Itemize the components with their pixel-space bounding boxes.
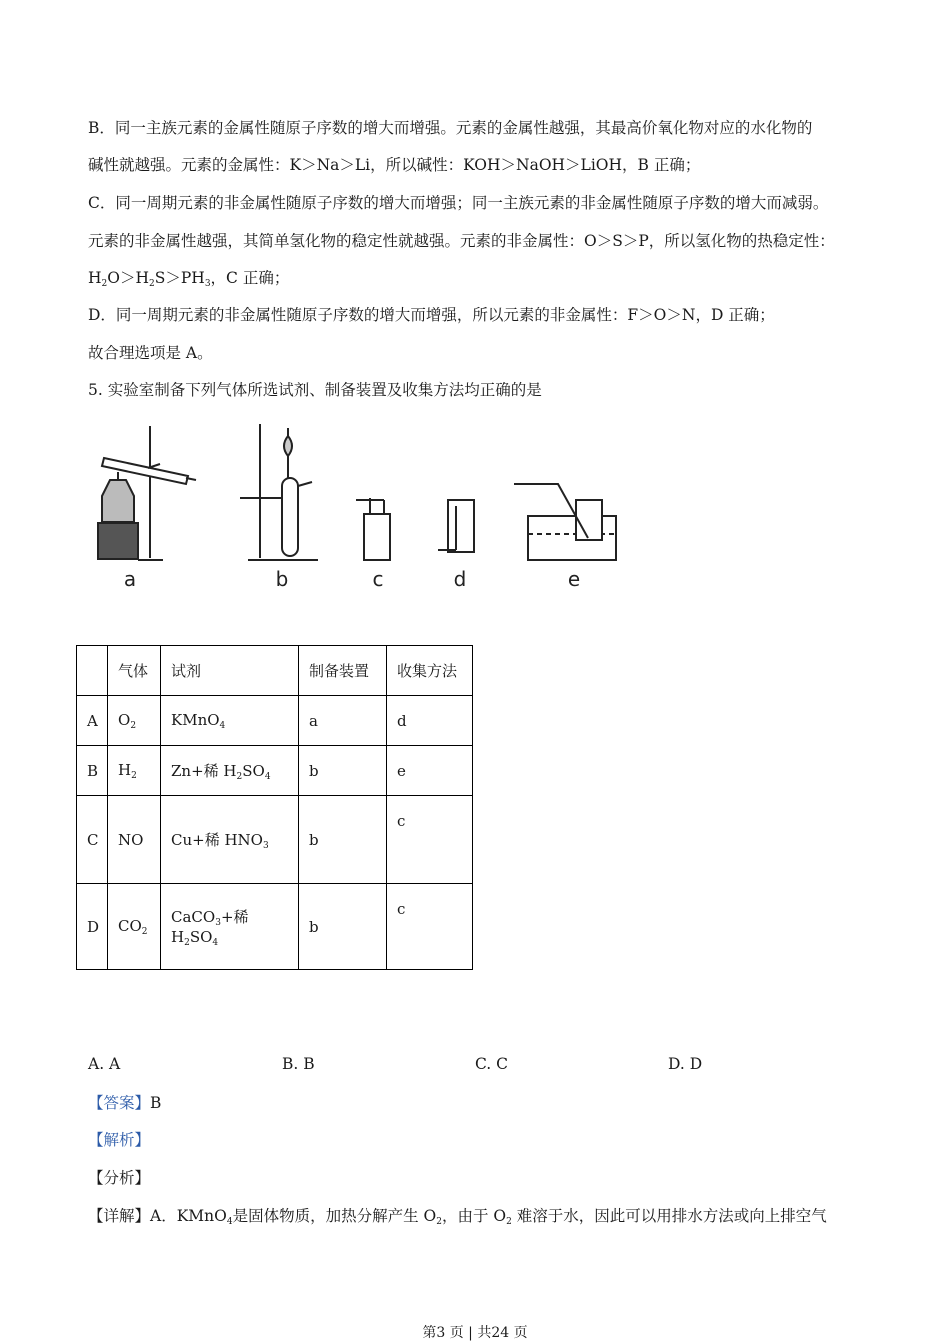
figure-label-a: a [123,567,137,591]
figure-label-e: e [567,567,581,591]
table-row [77,696,473,746]
apparatus-d [438,500,474,552]
apparatus-a [98,426,196,560]
figure-label-c: c [372,567,384,591]
table-row [77,746,473,796]
figure-label-b: b [275,567,289,591]
device-cell: a [299,696,387,746]
option-label: C [77,796,108,884]
reagent-cell: Cu+稀 $HNO_3$ [161,796,299,884]
header-cell: 制备装置 [299,646,387,696]
header-cell: 收集方法 [387,646,473,696]
page-footer: 第3 页 | 共24 页 [422,1325,528,1341]
collect-cell: e [387,746,473,796]
answer-tag: 【答案】 [88,1094,151,1112]
table-row [77,884,473,970]
apparatus-c [356,498,390,560]
collect-cell: c [387,884,473,970]
text-line-5: $H_2O>H_2S>PH_3$，C 正确； [88,269,290,289]
apparatus-b [240,424,318,560]
option-label: D [77,884,108,970]
reagent-cell: Zn+稀 $H_2SO_4$ [161,746,299,796]
question-5: 5. 实验室制备下列气体所选试剂、制备装置及收集方法均正确的是 [88,381,542,399]
text-line-4: 元素的非金属性越强，其简单氢化物的稳定性就越强。元素的非金属性：O＞S＞P，所以氢化物的热稳定性： [88,232,835,250]
text-line-2: 碱性就越强。元素的金属性：K＞Na＞Li，所以碱性：KOH＞NaOH＞LiOH，B 正确； [88,156,701,174]
gas-cell: NO [108,796,161,884]
figure-label-d: d [453,567,467,591]
header-cell [77,646,108,696]
gas-cell: $CO_2$ [108,884,161,970]
reagent-cell: KMnO$_4$ [161,696,299,746]
device-cell: b [299,884,387,970]
device-cell: b [299,746,387,796]
gas-cell: $O_2$ [108,696,161,746]
choice-c[interactable]: C. C [475,1055,509,1073]
answer-value: B [150,1094,162,1112]
detail-line: 【详解】A．KMnO$_4$是固体物质，加热分解产生 $O_2$，由于 $O_2$ 难溶于水，因此可以用排水方法或向上排空气 [88,1207,827,1227]
table-header-row [77,646,473,696]
header-cell: 气体 [108,646,161,696]
device-cell: b [299,796,387,884]
reagent-cell: CaCO$_3$+稀 $H_2SO_4$ [161,884,299,970]
analysis-tag: 【解析】 [88,1131,151,1149]
choice-d[interactable]: D. D [668,1055,703,1073]
text-line-7: 故合理选项是 A。 [88,344,213,362]
collect-cell: d [387,696,473,746]
option-label: B [77,746,108,796]
answer-line [88,1093,161,1113]
choice-a[interactable]: A. A [88,1055,121,1073]
text-line-3: C．同一周期元素的非金属性随原子序数的增大而增强；同一主族元素的非金属性随原子序数的增大而减弱。 [88,194,829,212]
gas-cell: $H_2$ [108,746,161,796]
options-table [76,645,473,970]
apparatus-e [514,484,616,560]
choice-b[interactable]: B. B [282,1055,315,1073]
fenxi-tag: 【分析】 [88,1169,151,1187]
option-label: A [77,696,108,746]
table-row [77,796,473,884]
apparatus-figure [88,418,628,593]
header-cell: 试剂 [161,646,299,696]
text-line-1: B．同一主族元素的金属性随原子序数的增大而增强。元素的金属性越强，其最高价氧化物对应的水化物的 [88,119,813,137]
text-line-6: D．同一周期元素的非金属性随原子序数的增大而增强，所以元素的非金属性：F＞O＞N，D 正确； [88,306,775,324]
collect-cell: c [387,796,473,884]
